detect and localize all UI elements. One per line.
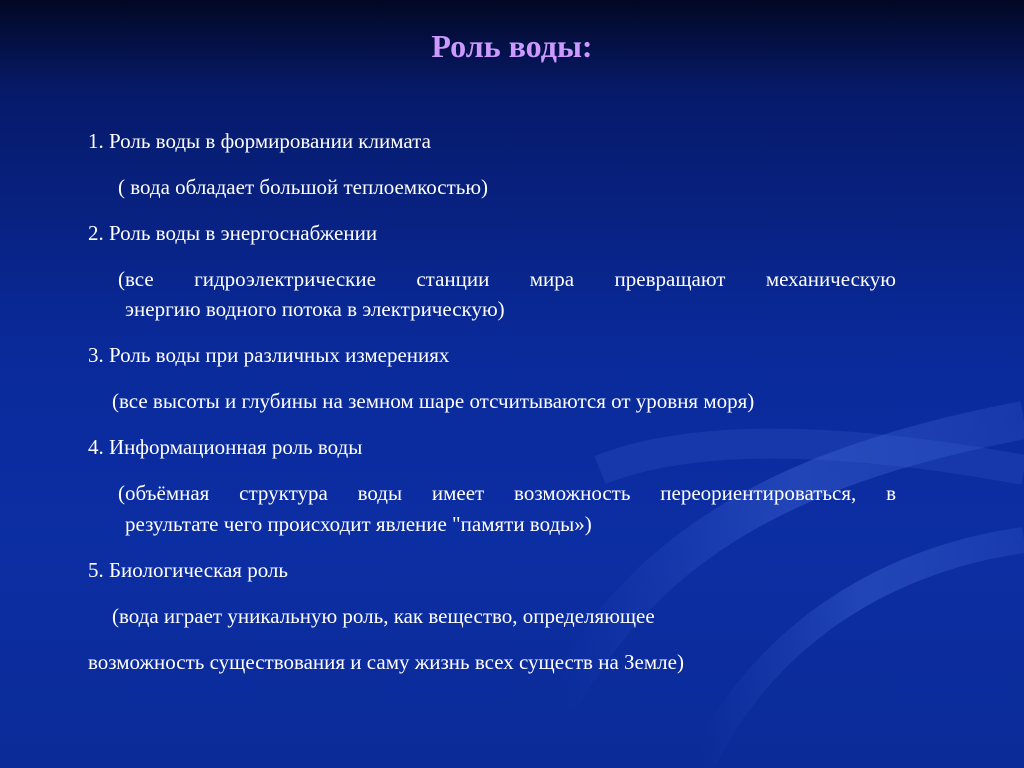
item-5-detail-line-1: (вода играет уникальную роль, как вещество, определяющее <box>112 604 655 628</box>
item-1-heading: 1. Роль воды в формировании климата <box>88 129 431 153</box>
item-5-heading: 5. Биологическая роль <box>88 558 288 582</box>
item-3-heading: 3. Роль воды при различных измерениях <box>88 343 450 367</box>
item-4-detail-line-1: (объёмная структура воды имеет возможность переориентироваться, в <box>118 481 896 505</box>
item-2-detail-line-2: энергию водного потока в электрическую) <box>125 297 505 321</box>
item-2-detail-line-1: (все гидроэлектрические станции мира превращают механическую <box>118 267 896 291</box>
slide-title: Роль воды: <box>431 28 593 64</box>
item-3-detail: (все высоты и глубины на земном шаре отсчитываются от уровня моря) <box>112 389 755 413</box>
item-4-detail-line-2: результате чего происходит явление "памяти воды») <box>125 512 592 536</box>
item-1-detail: ( вода обладает большой теплоемкостью) <box>118 175 489 199</box>
item-4-heading: 4. Информационная роль воды <box>88 435 363 459</box>
item-5-detail-line-2: возможность существования и саму жизнь всех существ на Земле) <box>88 650 684 674</box>
item-2-heading: 2. Роль воды в энергоснабжении <box>88 221 378 245</box>
